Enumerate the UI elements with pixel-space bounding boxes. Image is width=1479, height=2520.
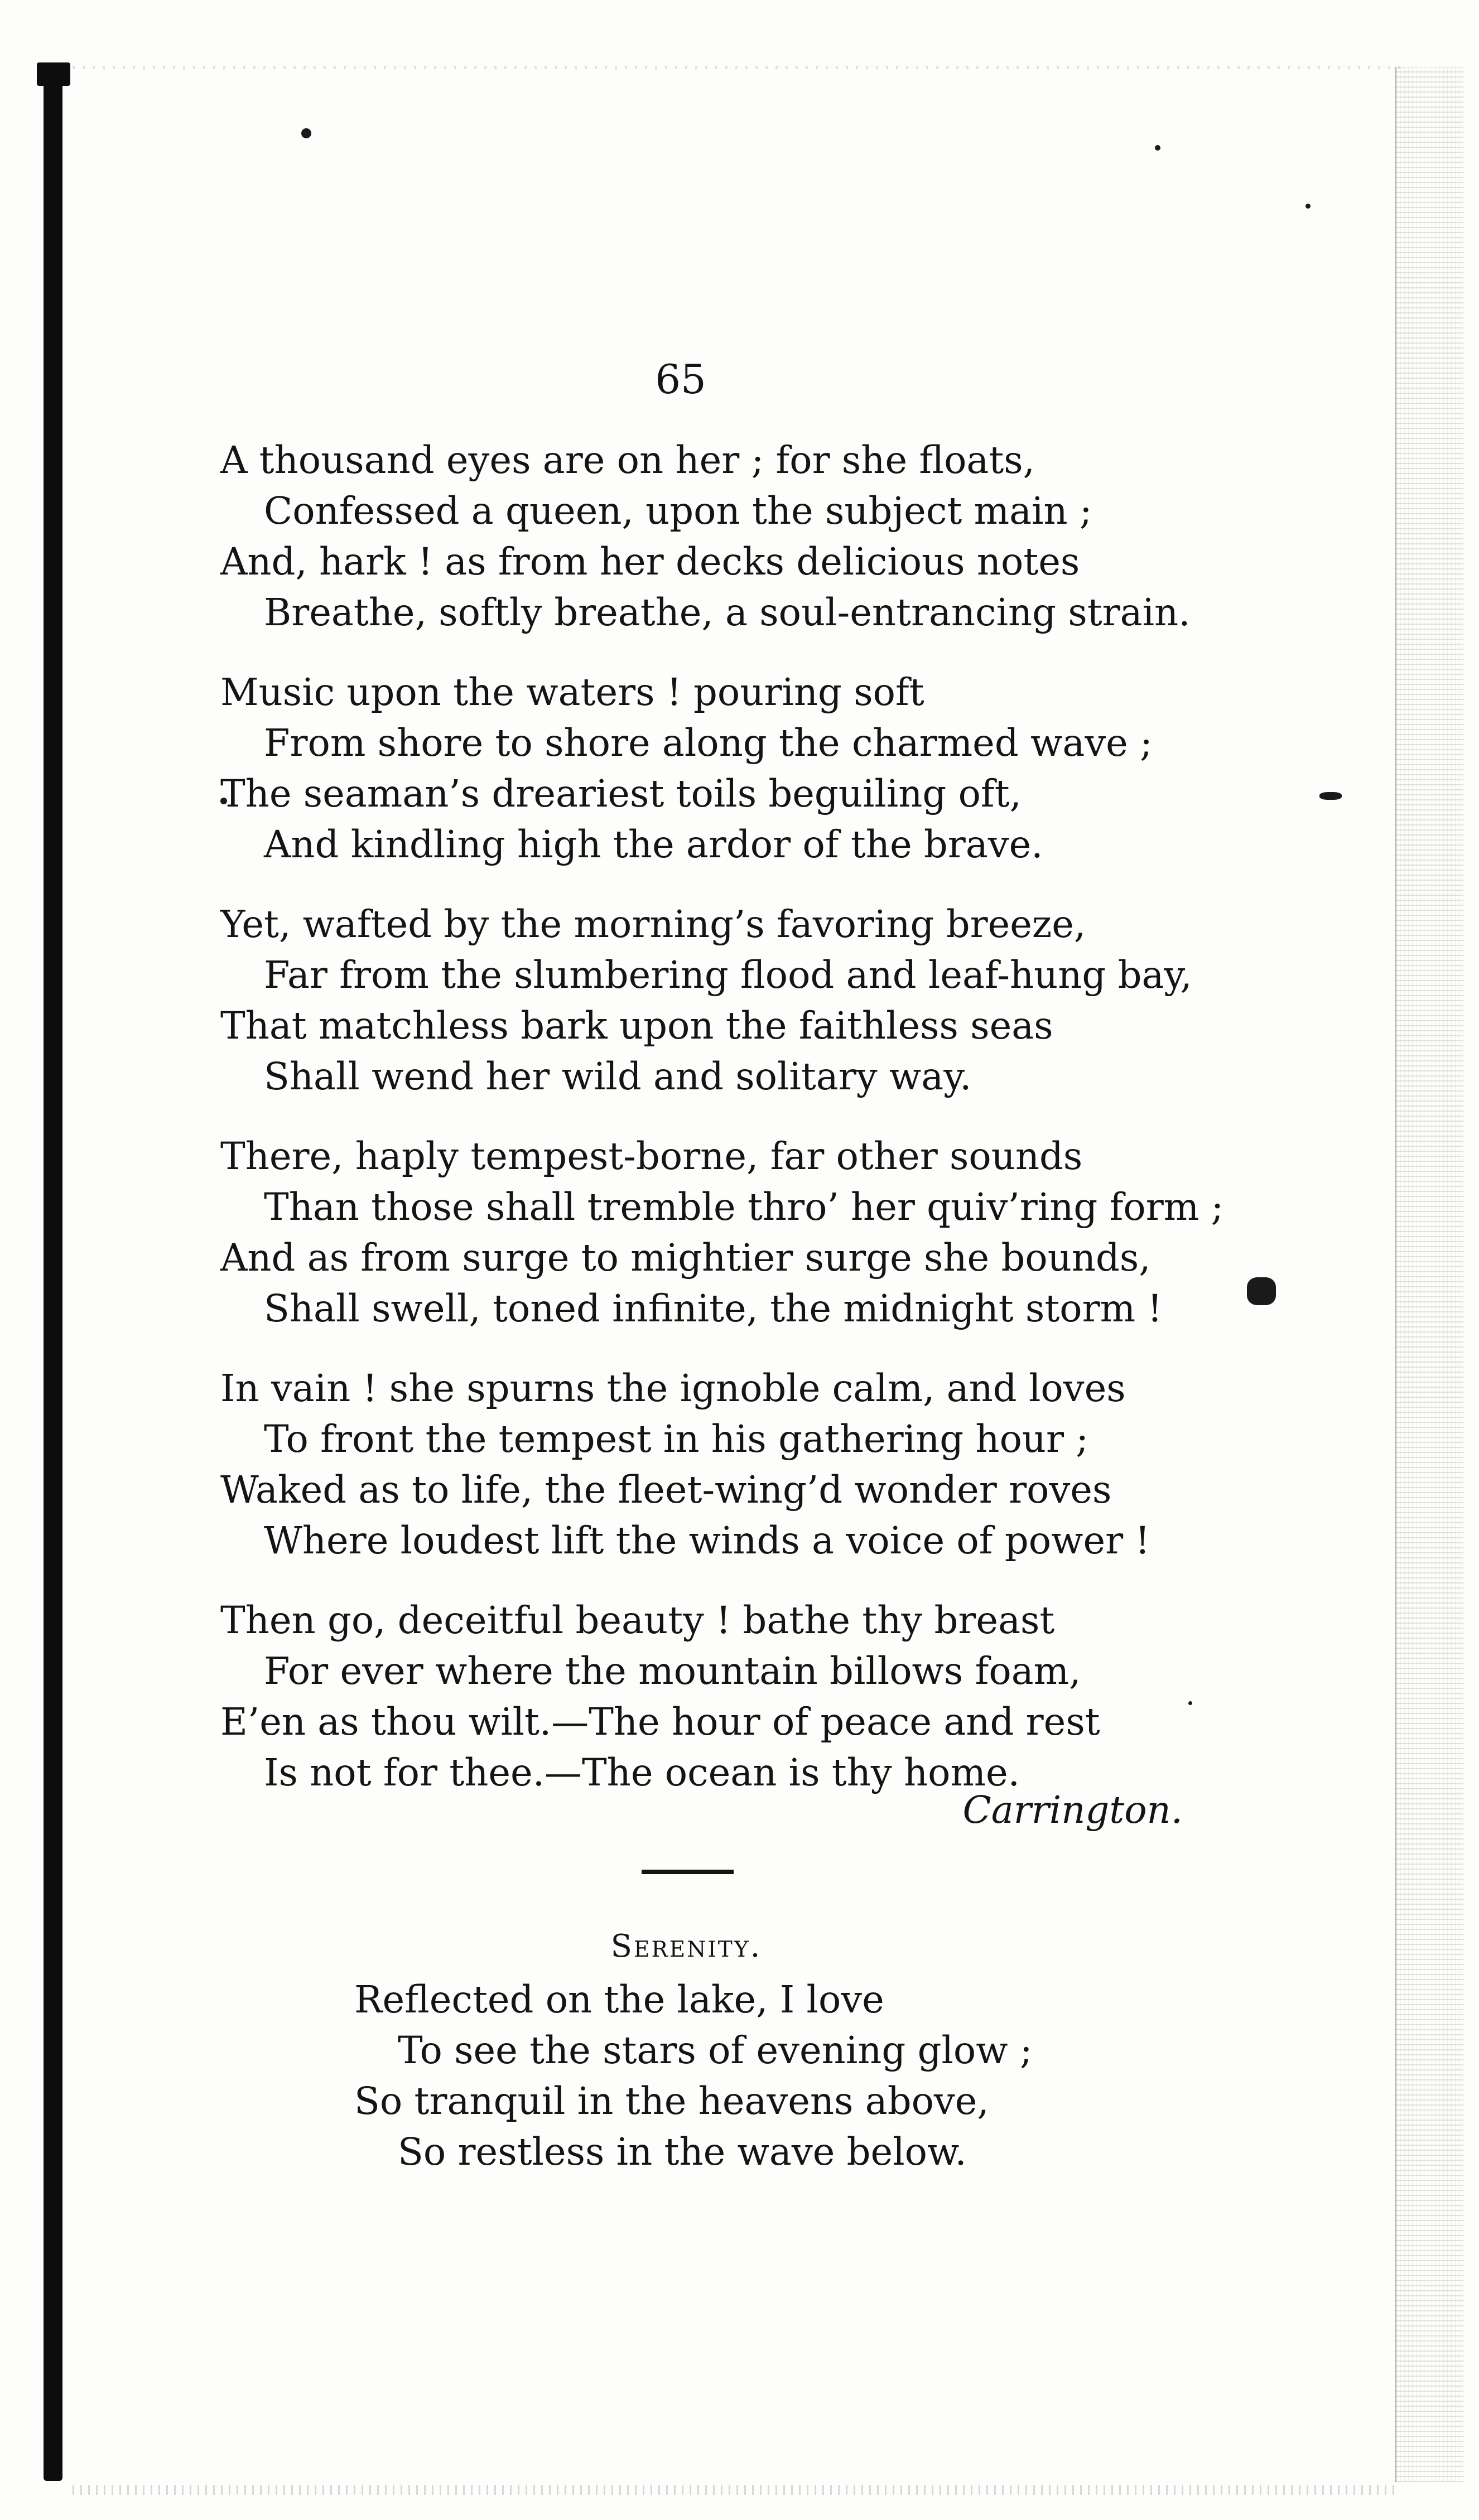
page-top-edge <box>73 66 1400 69</box>
ink-speck <box>1319 792 1342 800</box>
verse-line: Shall swell, toned infinite, the midnight storm ! <box>264 1287 1163 1330</box>
verse-line: Waked as to life, the fleet-wing’d wonder roves <box>220 1468 1112 1512</box>
verse-line: To front the tempest in his gathering hour ; <box>264 1417 1088 1461</box>
page-number: 65 <box>655 356 706 403</box>
verse-line: Yet, wafted by the morning’s favoring breeze, <box>220 902 1086 946</box>
verse-line: That matchless bark upon the faithless seas <box>220 1004 1053 1047</box>
verse-line: A thousand eyes are on her ; for she floats, <box>220 438 1035 482</box>
ink-speck <box>301 128 311 138</box>
ink-speck <box>1247 1277 1276 1305</box>
ink-speck <box>1305 204 1311 209</box>
verse-line: And, hark ! as from her decks delicious notes <box>220 540 1080 583</box>
stanza <box>220 667 1225 870</box>
verse-line: There, haply tempest-borne, far other sounds <box>220 1135 1083 1178</box>
poem-title: Serenity. <box>610 1928 762 1964</box>
book-spine-cap <box>37 62 70 86</box>
verse-line: E’en as thou wilt.—The hour of peace and rest <box>220 1700 1100 1744</box>
verse-line: Where loudest lift the winds a voice of power ! <box>264 1519 1150 1562</box>
verse-line: So tranquil in the heavens above, <box>354 2079 989 2123</box>
verse-line: Is not for thee.—The ocean is thy home. <box>264 1751 1020 1794</box>
poem-attribution: Carrington. <box>962 1788 1183 1832</box>
verse-line: Shall wend her wild and solitary way. <box>264 1055 972 1098</box>
verse-line: Reflected on the lake, I love <box>354 1978 884 2021</box>
stanza <box>220 1131 1225 1334</box>
verse-line: In vain ! she spurns the ignoble calm, and loves <box>220 1367 1126 1410</box>
poem-serenity <box>354 1975 1135 2178</box>
verse-line: So restless in the wave below. <box>398 2130 967 2174</box>
verse-line: Far from the slumbering flood and leaf-hung bay, <box>264 953 1192 997</box>
stanza <box>220 899 1225 1102</box>
stanza <box>220 435 1225 638</box>
verse-line: And as from surge to mightier surge she bounds, <box>220 1236 1151 1280</box>
verse-line: Than those shall tremble thro’ her quiv’ring form ; <box>264 1185 1224 1229</box>
verse-line: Breathe, softly breathe, a soul-entrancing strain. <box>264 591 1191 634</box>
poem-carrington <box>220 435 1225 1827</box>
verse-line: To see the stars of evening glow ; <box>398 2029 1033 2072</box>
verse-line: Confessed a queen, upon the subject main ; <box>264 489 1092 533</box>
verse-line: For ever where the mountain billows foam, <box>264 1649 1081 1693</box>
section-divider <box>642 1870 734 1874</box>
page-bottom-edge <box>73 2485 1400 2495</box>
stanza <box>220 1363 1225 1566</box>
book-spine <box>44 66 62 2481</box>
verse-line: From shore to shore along the charmed wave ; <box>264 721 1153 765</box>
verse-line: Then go, deceitful beauty ! bathe thy breast <box>220 1599 1055 1642</box>
page-deckled-edge <box>1395 67 1463 2482</box>
ink-speck <box>1155 145 1160 151</box>
verse-line: And kindling high the ardor of the brave. <box>264 823 1043 866</box>
verse-line: The seaman’s dreariest toils beguiling oft, <box>220 772 1022 815</box>
stanza <box>220 1595 1225 1798</box>
verse-line: Music upon the waters ! pouring soft <box>220 670 924 714</box>
